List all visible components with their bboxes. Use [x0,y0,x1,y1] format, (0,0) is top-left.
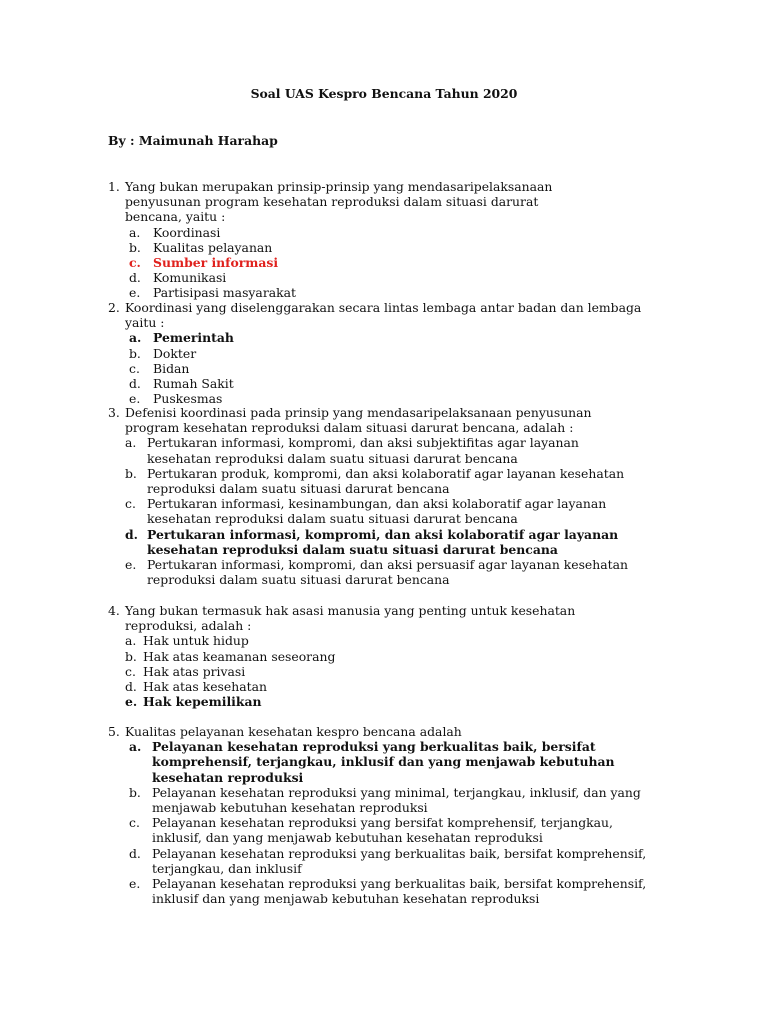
document-author: By : Maimunah Harahap [108,133,278,148]
options-list [108,633,668,709]
option-b: b. Pelayanan kesehatan reproduksi yang minimal, terjangkau, inklusif, dan yang menjawab kebutuhan kesehatan reproduksi [129,784,641,816]
option-d: d. Komunikasi [129,270,227,286]
options-list [108,330,668,406]
document-title: Soal UAS Kespro Bencana Tahun 2020 [250,86,518,101]
question-2 [108,300,668,406]
option-a: a. Pertukaran informasi, kompromi, dan aksi subjektifitas agar layanan kesehatan reproduksi dalam suatu situasi darurat bencana [125,435,579,466]
option-b: b. Dokter [129,345,197,361]
option-b: b. Pertukaran produk, kompromi, dan aksi kolaboratif agar layanan kesehatan reproduksi dalam suatu situasi darurat bencana [125,465,625,497]
option-d: d. Rumah Sakit [129,376,234,392]
option-d: d. Hak atas kesehatan [125,679,267,695]
question-5 [108,724,668,906]
option-e: e. Pelayanan kesehatan reproduksi yang berkualitas baik, bersifat komprehensif, inklusif dan yang menjawab kebutuhan kesehatan reproduksi [129,876,647,907]
option-c: c. Bidan [129,360,190,376]
question-number: 3. [108,405,120,420]
question-number: 5. [108,724,120,739]
option-b: b. Hak atas keamanan seseorang [125,648,336,664]
option-e: e. Pertukaran informasi, kompromi, dan aksi persuasif agar layanan kesehatan reproduksi dalam suatu situasi darurat bencana [125,557,628,588]
options-list [108,739,648,906]
options-list [108,435,638,587]
question-number: 2. [108,300,120,315]
option-e: e. Puskesmas [129,391,223,407]
option-e-answer: e. Hak kepemilikan [125,694,262,710]
option-d-answer: d. Pertukaran informasi, kompromi, dan aksi kolaboratif agar layanan kesehatan reproduksi dalam suatu situasi darurat bencana [125,526,619,557]
question-1 [108,179,668,301]
question-text: Defenisi koordinasi pada prinsip yang mendasaripelaksanaan penyusunan program kesehatan reproduksi dalam situasi darurat bencana, adalah : [125,405,592,436]
option-c: c. Pelayanan kesehatan reproduksi yang bersifat komprehensif, terjangkau, inklusif, dan yang menjawab kebutuhan kesehatan reproduksi [129,815,613,846]
question-text: Yang bukan merupakan prinsip-prinsip yang mendasaripelaksanaan penyusunan program kesehatan reproduksi dalam situasi darurat bencana, yaitu : [125,179,553,225]
options-list [108,225,668,301]
option-c: c. Hak atas privasi [125,663,246,679]
question-number: 4. [108,603,120,618]
option-e: e. Partisipasi masyarakat [129,285,297,301]
option-a: a. Hak untuk hidup [125,633,249,649]
option-c-answer: c. Sumber informasi [129,255,279,271]
question-text: Koordinasi yang diselenggarakan secara lintas lembaga antar badan dan lembaga yaitu : [125,300,642,331]
option-a-answer: a. Pelayanan kesehatan reproduksi yang berkualitas baik, bersifat komprehensif, terjangkau, inklusif dan yang menjawab kebutuhan kesehatan reproduksi [129,739,615,785]
question-number: 1. [108,179,120,194]
option-a: a. Koordinasi [129,224,221,240]
option-a-answer: a. Pemerintah [129,330,234,346]
option-d: d. Pelayanan kesehatan reproduksi yang berkualitas baik, bersifat komprehensif, terjangkau, dan inklusif [129,845,647,876]
question-text: Yang bukan termasuk hak asasi manusia yang penting untuk kesehatan reproduksi, adalah : [125,603,576,634]
option-b: b. Kualitas pelayanan [129,239,273,255]
option-c: c. Pertukaran informasi, kesinambungan, dan aksi kolaboratif agar layanan kesehatan reproduksi dalam suatu situasi darurat bencana [125,496,607,527]
question-4 [108,603,668,709]
question-text: Kualitas pelayanan kesehatan kespro bencana adalah [125,724,462,739]
question-3 [108,405,668,587]
